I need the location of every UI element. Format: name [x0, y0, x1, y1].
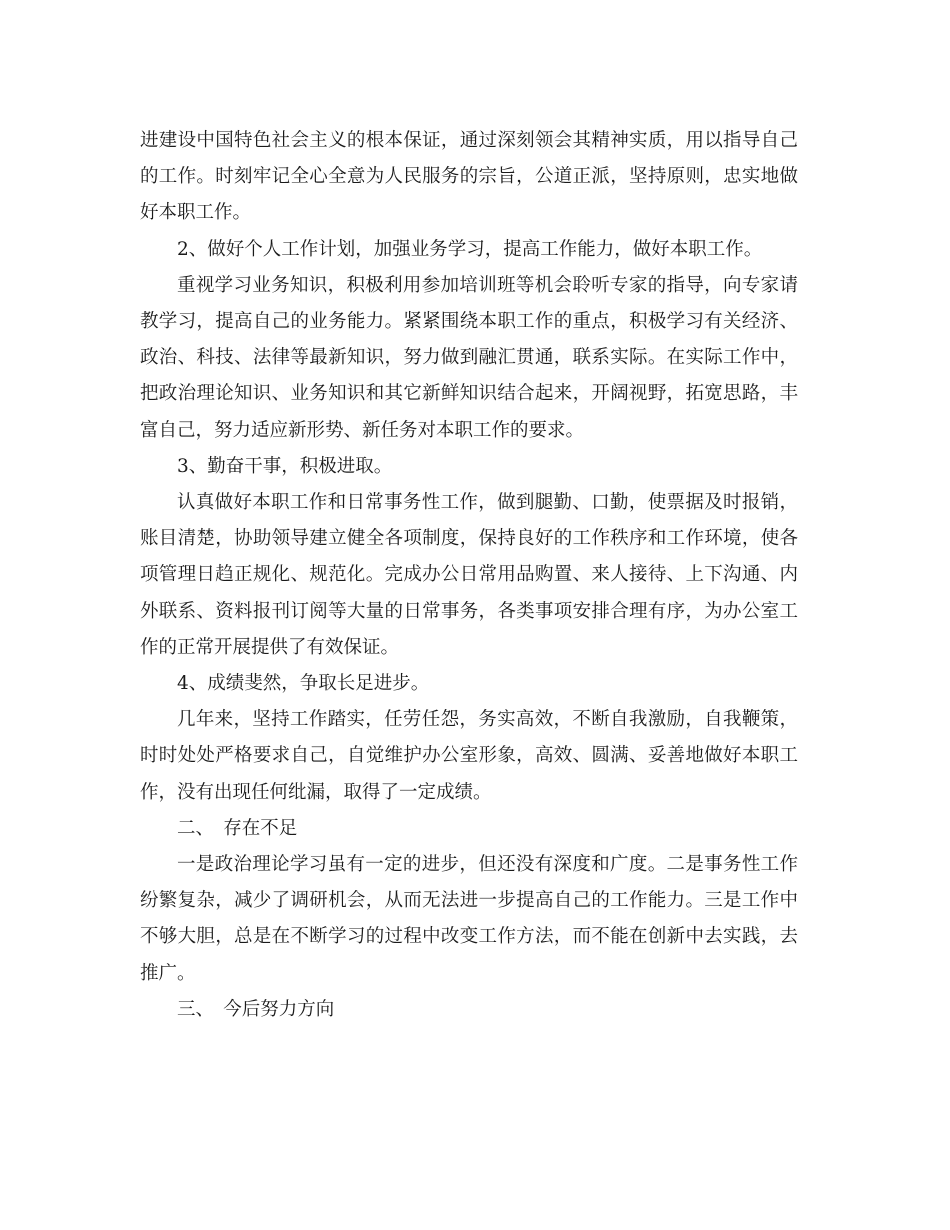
item-4-title: 4、成绩斐然，争取长足进步。 [177, 673, 430, 695]
paragraph-daily-affairs: 认真做好本职工作和日常事务性工作，做到腿勤、口勤，使票据及时报销，账目清楚，协助领导建立健全各项制度，保持良好的工作秩序和工作环境，使各项管理日趋正规化、规范化。完成办公日常用品购置、来人接待、上下沟通、内外联系、资料报刊订阅等大量的日常事务，各类事项安排合理有序，为办公室工作的正常开展提供了有效保证。 [140, 492, 798, 658]
section-heading-shortcomings: 二、 存在不足 [177, 817, 298, 839]
item-3-title: 3、勤奋干事，积极进取。 [177, 455, 393, 477]
item-2-title: 2、做好个人工作计划，加强业务学习，提高工作能力，做好本职工作。 [177, 238, 763, 260]
section-heading-future-direction: 三、 今后努力方向 [177, 998, 335, 1020]
paragraph-business-study: 重视学习业务知识，积极利用参加培训班等机会聆听专家的指导，向专家请教学习，提高自己的业务能力。紧紧围绕本职工作的重点，积极学习有关经济、政治、科技、法律等最新知识，努力做到融汇贯通，联系实际。在实际工作中，把政治理论知识、业务知识和其它新鲜知识结合起来，开阔视野，拓宽思路，丰富自己，努力适应新形势、新任务对本职工作的要求。 [140, 274, 798, 441]
paragraph-shortcomings: 一是政治理论学习虽有一定的进步，但还没有深度和广度。二是事务性工作纷繁复杂，减少了调研机会，从而无法进一步提高自己的工作能力。三是工作中不够大胆，总是在不断学习的过程中改变工作方法，而不能在创新中去实践，去推广。 [140, 854, 798, 984]
document-body [140, 123, 798, 1028]
paragraph-intro-continued: 进建设中国特色社会主义的根本保证，通过深刻领会其精神实质，用以指导自己的工作。时刻牢记全心全意为人民服务的宗旨，公道正派，坚持原则，忠实地做好本职工作。 [140, 130, 798, 224]
paragraph-achievements: 几年来，坚持工作踏实，任劳任怨，务实高效，不断自我激励，自我鞭策，时时处处严格要求自己，自觉维护办公室形象，高效、圆满、妥善地做好本职工作，没有出现任何纰漏，取得了一定成绩。 [140, 709, 798, 803]
